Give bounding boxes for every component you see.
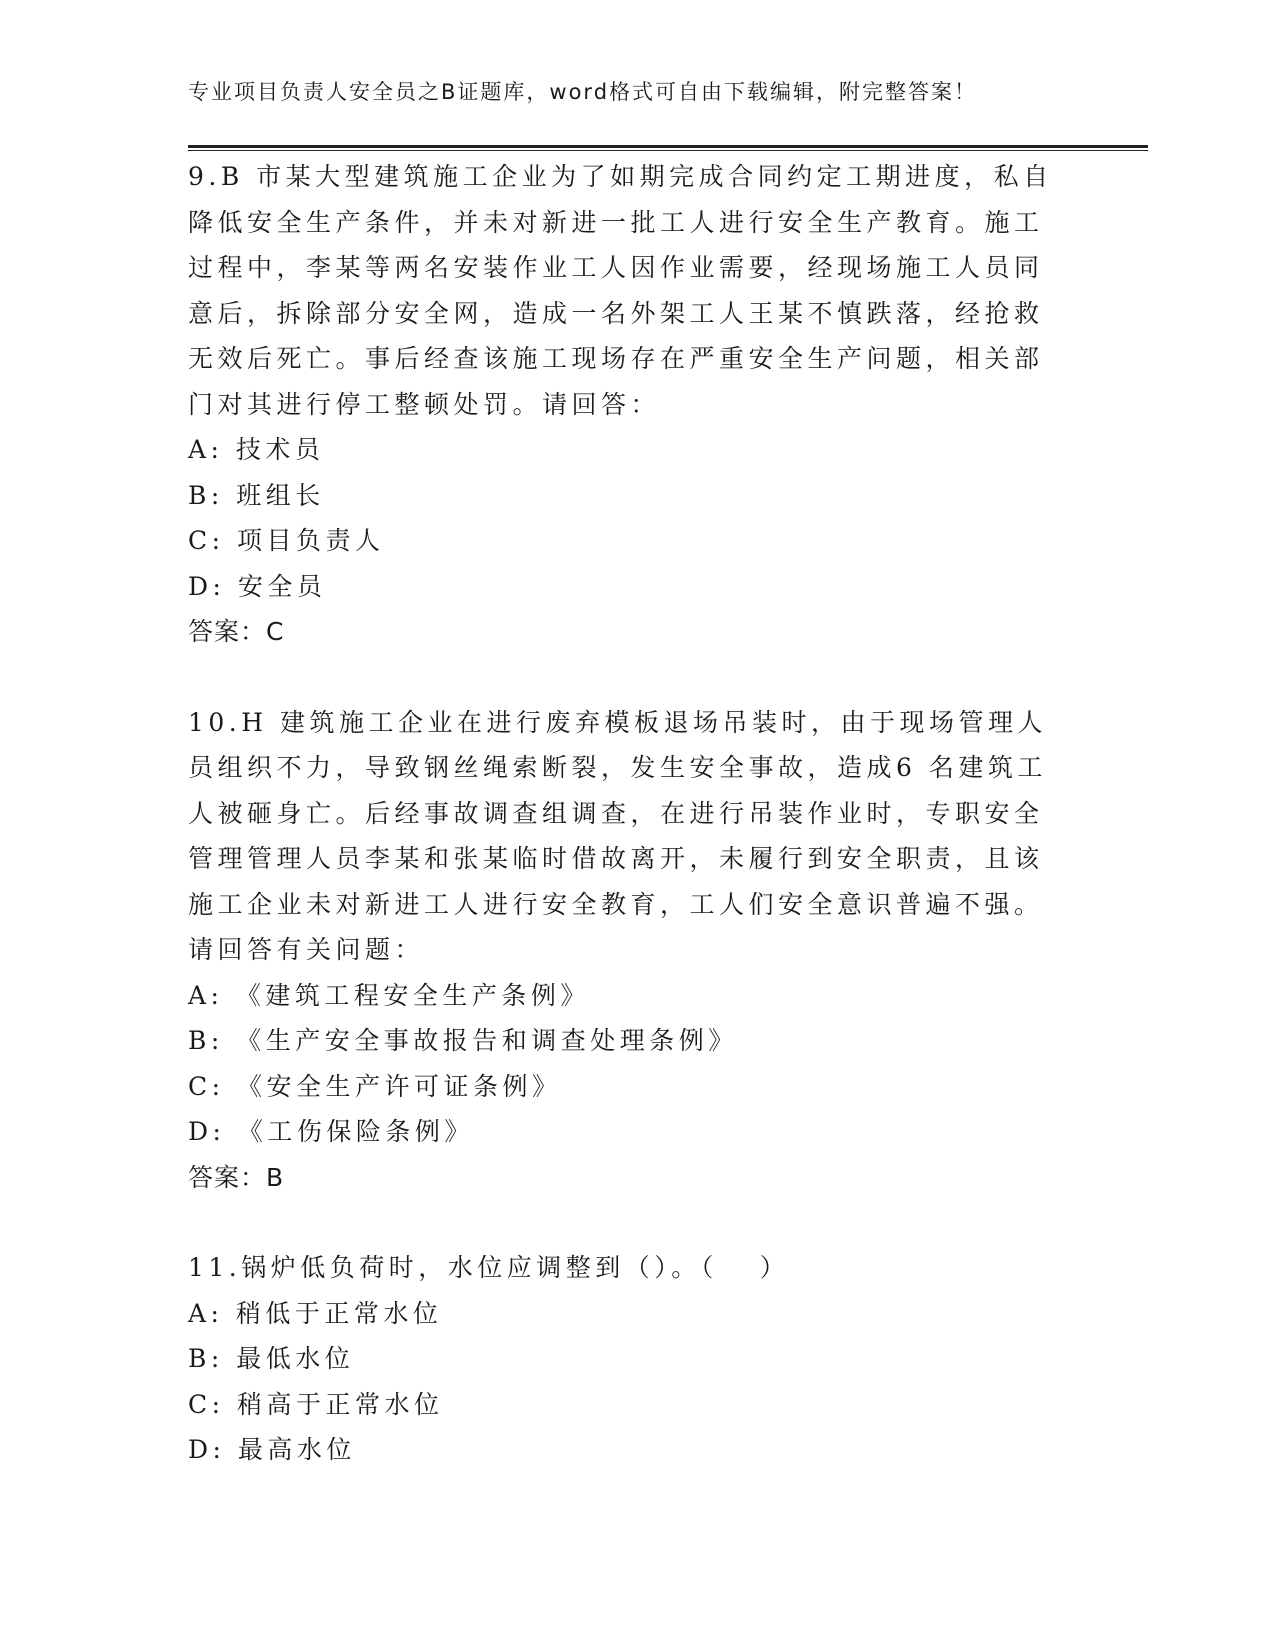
option-a: A: 技术员 <box>188 435 325 464</box>
header-divider-thin <box>188 150 1148 151</box>
option-a: A: 《建筑工程安全生产条例》 <box>188 980 590 1010</box>
question-10 <box>188 700 1068 1201</box>
option-b: B: 最低水位 <box>188 1344 355 1373</box>
option-b: B: 班组长 <box>188 480 325 510</box>
option-b: B: 《生产安全事故报告和调查处理条例》 <box>188 1026 738 1055</box>
answer: 答案：C <box>188 617 285 646</box>
question-11 <box>188 1245 1068 1473</box>
question-stem: 10.H 建筑施工企业在进行废弃模板退场吊装时，由于现场管理人员组织不力，导致钢丝绳索断裂，发生安全事故，造成6 名建筑工人被砸身亡。后经事故调查组调查，在进行吊装作业时，专职安全管理管理人员李某和张某临时借故离开，未履行到安全职责，且该施工企业未对新进工人进行安全教育，工人们安全意识普遍不强。请回答有关问题： <box>188 707 1048 964</box>
answer: 答案：B <box>188 1162 285 1192</box>
option-d: D: 安全员 <box>188 571 327 601</box>
question-stem: 11.锅炉低负荷时，水位应调整到（）。（ ） <box>188 1253 790 1282</box>
page-header: 专业项目负责人安全员之B证题库，word格式可自由下载编辑，附完整答案！ <box>188 80 978 104</box>
header-divider <box>188 145 1148 148</box>
option-c: C: 《安全生产许可证条例》 <box>188 1071 562 1101</box>
option-d: D: 最高水位 <box>188 1435 356 1464</box>
spacer <box>188 1200 1068 1245</box>
question-9 <box>188 154 1068 655</box>
question-stem: 9.B 市某大型建筑施工企业为了如期完成合同约定工期进度，私自降低安全生产条件，并未对新进一批工人进行安全生产教育。施工过程中，李某等两名安装作业工人因作业需要，经现场施工人员同意后，拆除部分安全网，造成一名外架工人王某不慎跌落，经抢救无效后死亡。事后经查该施工现场存在严重安全生产问题，相关部门对其进行停工整顿处罚。请回答： <box>188 162 1053 419</box>
option-a: A: 稍低于正常水位 <box>188 1298 443 1328</box>
option-d: D: 《工伤保险条例》 <box>188 1117 474 1146</box>
option-c: C: 项目负责人 <box>188 526 385 555</box>
spacer <box>188 655 1068 700</box>
option-c: C: 稍高于正常水位 <box>188 1389 444 1419</box>
question-list <box>188 154 1068 1473</box>
